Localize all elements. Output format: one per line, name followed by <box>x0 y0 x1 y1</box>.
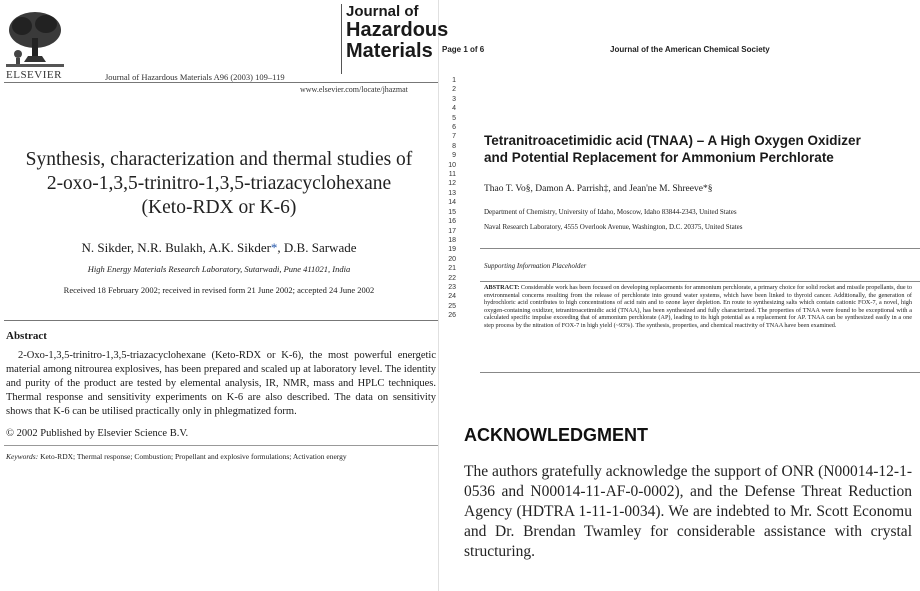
received-dates: Received 18 February 2002; received in revised form 21 June 2002; accepted 24 June 2002 <box>63 285 375 295</box>
panel-divider <box>438 0 439 591</box>
journal-url[interactable]: www.elsevier.com/locate/jhazmat <box>300 85 408 94</box>
page-indicator: Page 1 of 6 <box>442 45 485 54</box>
paper-title-line3: (Keto-RDX or K-6) <box>141 197 297 218</box>
affiliation-2: Naval Research Laboratory, 4555 Overlook Avenue, Washington, D.C. 20375, United States <box>484 223 743 231</box>
author-affiliation: High Energy Materials Research Laboratory, Sutarwadi, Pune 411021, India <box>87 264 351 274</box>
abstract-label: ABSTRACT: <box>484 284 520 291</box>
abstract-text: 2-Oxo-1,3,5-trinitro-1,3,5-triazacyclohexane (Keto-RDX or K-6), the most powerful energetic material among nitrourea explosives, has been prepared and scaled up at laboratory level. The identity and purity of the product are tested by elemental analysis, IR, NMR, mass and HPLC techniques. Thermal response and sensitivity experiments on K-6 are also described. The data on sensitivity shows that K-6 can be utilised practically only in phlegmatized form. <box>6 350 436 417</box>
left-paper-panel <box>0 0 449 591</box>
paper-authors <box>0 240 438 256</box>
affiliation-rule <box>480 248 920 249</box>
authors-text-end: , D.B. Sarwade <box>277 240 357 255</box>
manuscript-abstract <box>484 284 912 330</box>
copyright-notice: © 2002 Published by Elsevier Science B.V. <box>6 428 189 439</box>
acknowledgment-heading: ACKNOWLEDGMENT <box>464 425 648 445</box>
elsevier-tree-logo-icon <box>4 8 66 70</box>
journal-citation: Journal of Hazardous Materials A96 (2003) 109–119 <box>105 72 285 82</box>
manuscript-title-line1: Tetranitroacetimidic acid (TNAA) – A High Oxygen Oxidizer <box>484 133 861 148</box>
paper-title-line2: 2-oxo-1,3,5-trinitro-1,3,5-triazacyclohexane <box>46 173 392 194</box>
keywords-label: Keywords: <box>6 452 39 461</box>
supporting-info-placeholder: Supporting Information Placeholder <box>484 262 587 270</box>
abstract-rule <box>4 320 438 321</box>
keywords-text: Keto-RDX; Thermal response; Combustion; Propellant and explosive formulations; Activation energy <box>38 452 347 461</box>
keywords <box>6 452 438 461</box>
abstract-bottom-rule <box>480 372 920 373</box>
journal-name-line2: Materials <box>346 40 433 62</box>
abstract-top-rule <box>480 281 920 282</box>
keywords-rule <box>4 445 438 446</box>
authors-text: N. Sikder, N.R. Bulakh, A.K. Sikder <box>81 240 271 255</box>
header-rule <box>4 82 438 83</box>
abstract-body: Considerable work has been focused on developing replacements for ammonium perchlorate, a primary choice for solid rocket and missile propellants, due to environmental concerns resulting from the release of perchlorate into ground water systems, which have been linked to thyroid cancer. Additionally, the generation of hydrochloric acid contributes to high concentrations of acid rain and to ozone layer depletion. En route to synthesizing salts which contain cationic FOX-7, a novel, high oxygen-containing oxidizer, tetranitroacetimidic acid (TNAA), has been synthesized and fully characterized. The properties of TNAA were found to be exceptional with a calculated specific impulse exceeding that of ammonium perchlorate (AP), leading to its high potential as a replacement for AP. TNAA can be synthesized easily in a one step process by the nitration of FOX-7 in high yield (~93%). The synthesis, properties, and chemical reactivity of TNAA have been examined. <box>484 284 912 329</box>
acknowledgment-text: The authors gratefully acknowledge the support of ONR (N00014-12-1-0536 and N00014-11-AF-0-0002), and the Defense Threat Reduction Agency (HDTRA 1-11-1-0034). We are indebted to Mr. Scott Economu and Dr. Brendan Twamley for considerable assistance with crystal structuring. <box>464 463 912 560</box>
right-paper-panel <box>440 0 920 591</box>
line-numbers: 1 2 3 4 5 6 7 8 9 10 11 12 13 14 15 16 17 18 19 20 21 22 23 24 25 26 <box>448 77 456 320</box>
manuscript-title <box>484 132 914 166</box>
journal-header: Journal of the American Chemical Society <box>610 45 770 54</box>
affiliation-1: Department of Chemistry, University of Idaho, Moscow, Idaho 83844-2343, United States <box>484 208 737 216</box>
journal-masthead <box>341 3 449 74</box>
publisher-name: ELSEVIER <box>6 69 62 81</box>
journal-name-line1: Hazardous <box>346 19 449 41</box>
manuscript-authors: Thao T. Vo§, Damon A. Parrish‡, and Jean'ne M. Shreeve*§ <box>484 184 713 194</box>
corresponding-author-link[interactable]: * <box>270 240 278 255</box>
journal-of-label: Journal of <box>346 3 419 20</box>
paper-title <box>0 148 438 220</box>
paper-title-line1: Synthesis, characterization and thermal studies of <box>25 149 413 170</box>
manuscript-title-line2: and Potential Replacement for Ammonium Perchlorate <box>484 150 834 165</box>
abstract-heading: Abstract <box>6 330 47 342</box>
